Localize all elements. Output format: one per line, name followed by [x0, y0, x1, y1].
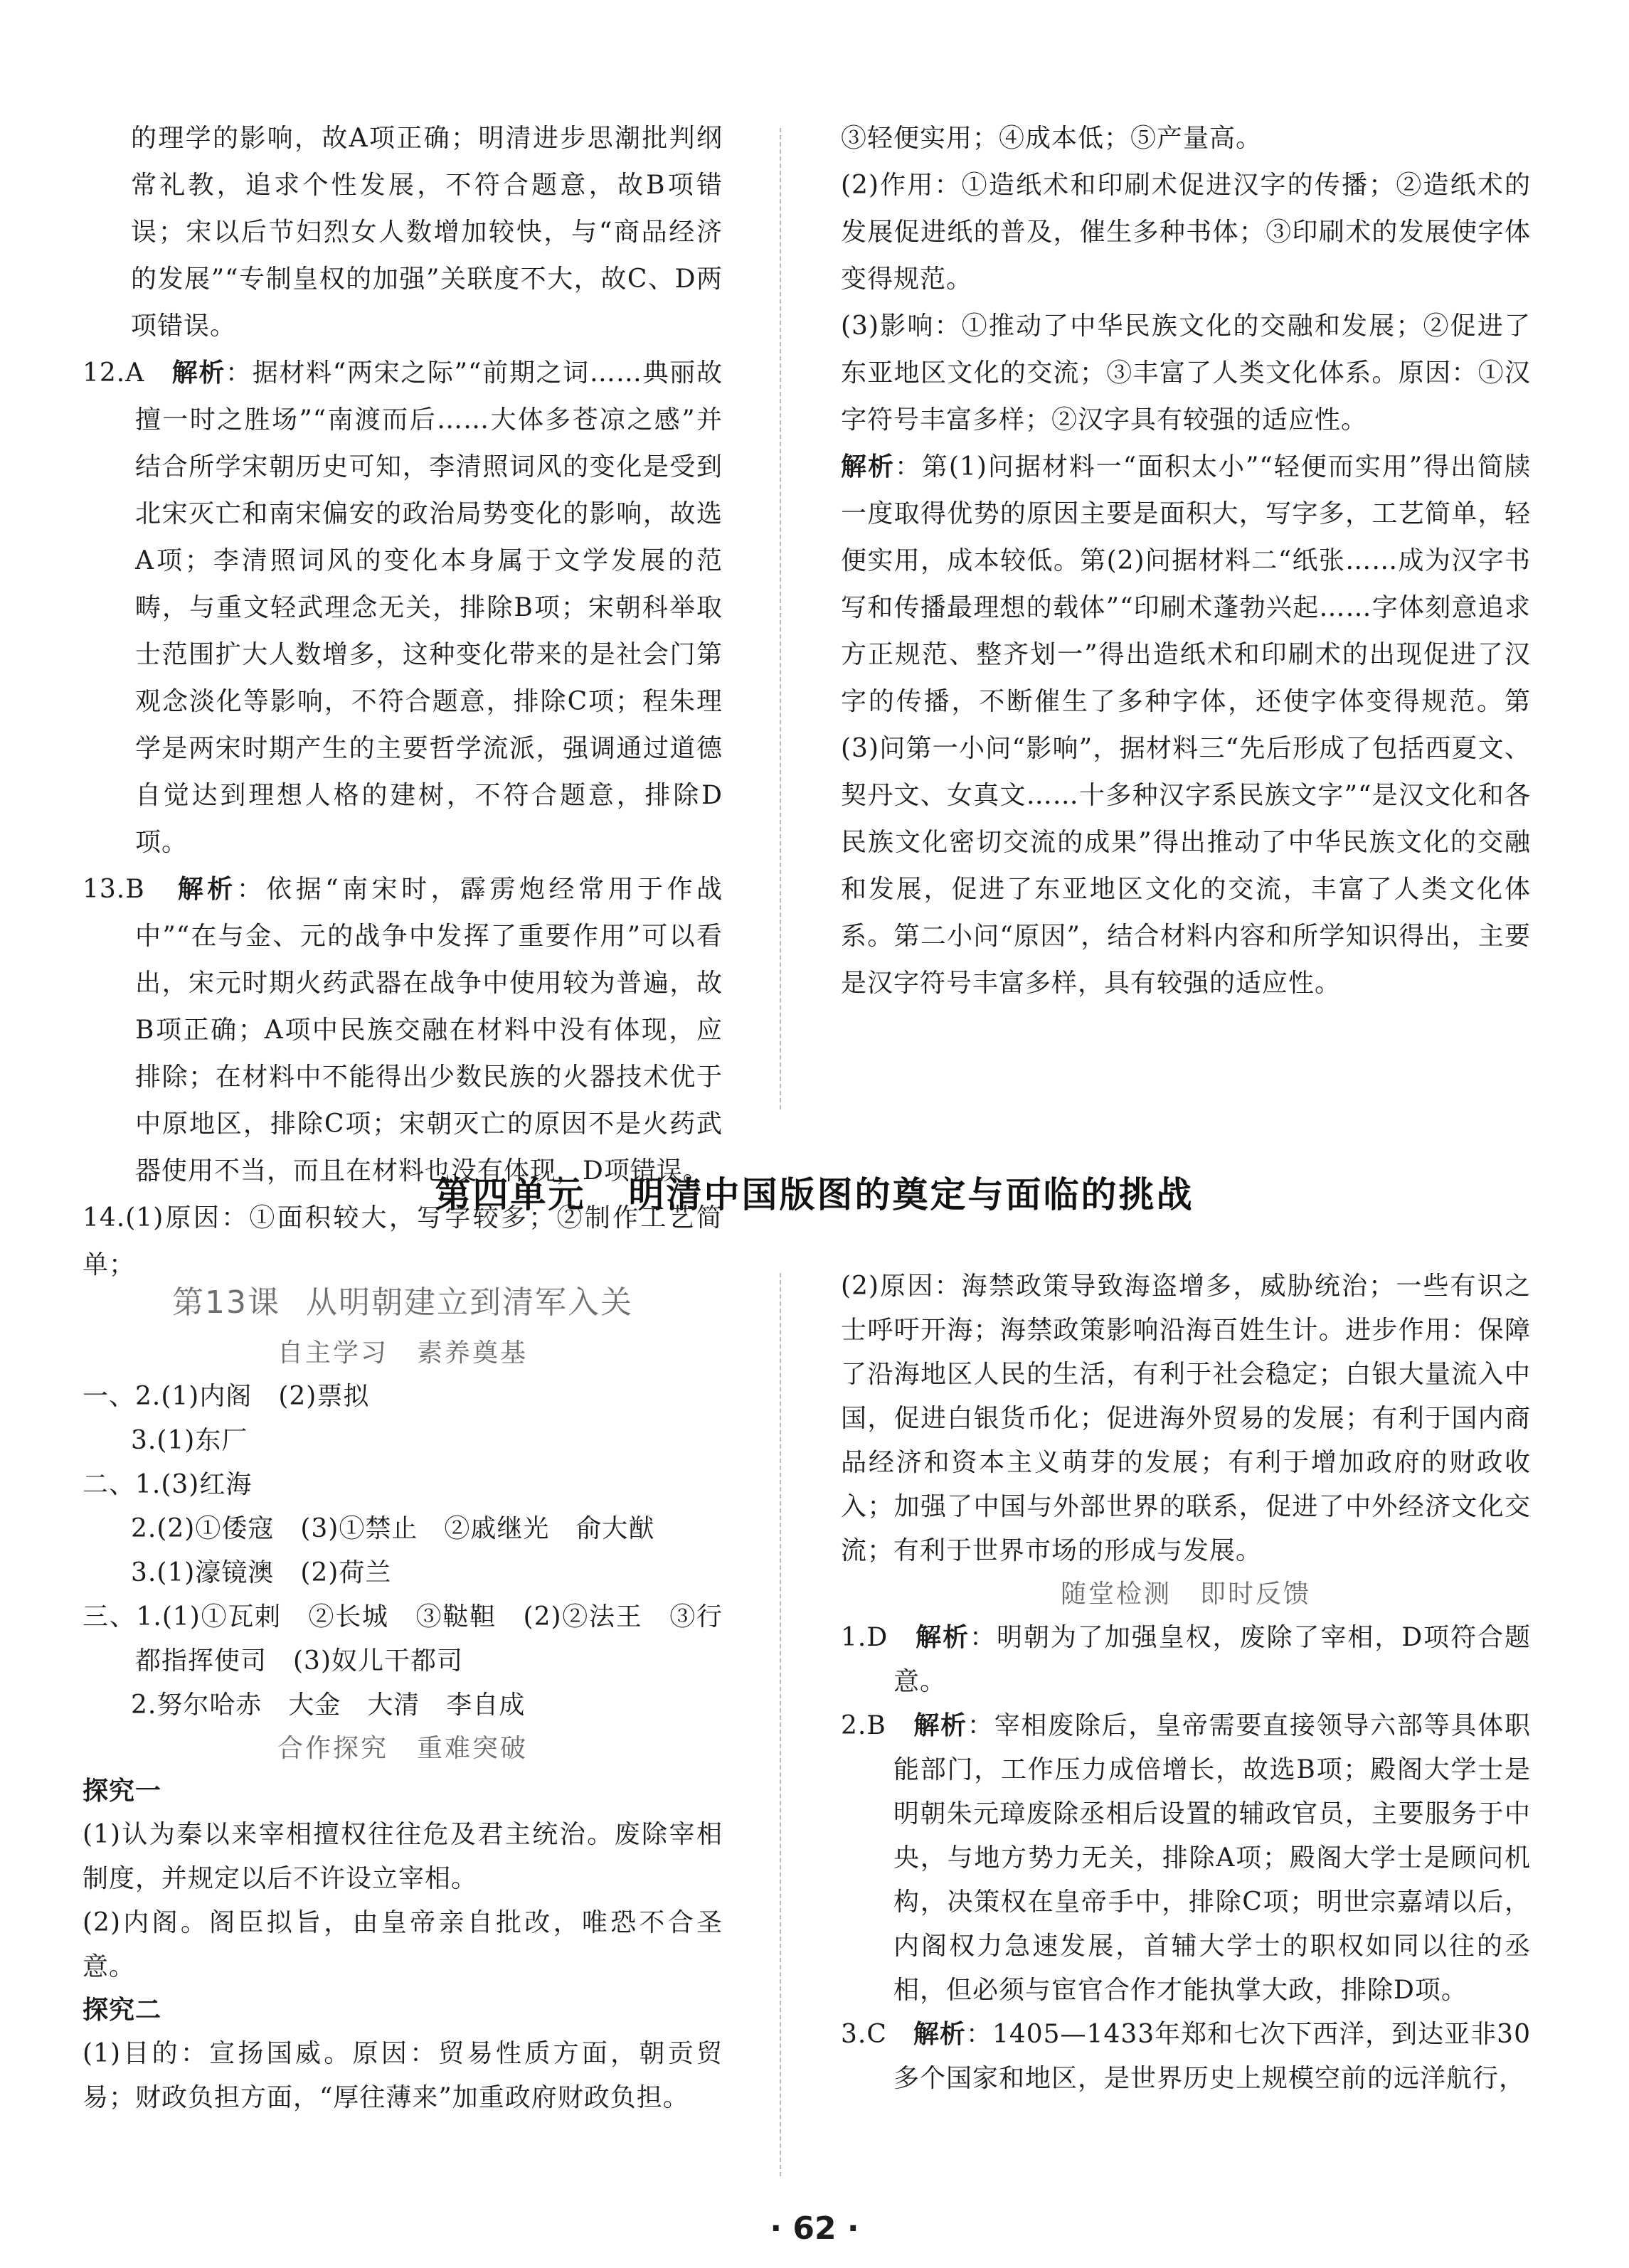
explore2-p2: (2)原因：海禁政策导致海盗增多，威胁统治；一些有识之士呼吁开海；海禁政策影响沿海百姓生计。进步作用：保障了沿海地区人民的生活，有利于社会稳定；白银大量流入中国，促进白银货币化；促进海外贸易的发展；有利于国内商品经济和资本主义萌芽的发展；有利于增加政府的财政收入；加强了中国与外部世界的联系，促进了中外经济文化交流；有利于世界市场的形成与发展。: [841, 1272, 1531, 1565]
q14-analysis: [841, 444, 1531, 1007]
check-answer-3: 3.C 解析：1405—1433年郑和七次下西洋，到达亚非30多个国家和地区，是世界历史上规模空前的远洋航行，: [841, 2020, 1531, 2093]
bottom-right-column: [841, 1265, 1531, 2101]
q13-number: 13.B: [83, 875, 145, 904]
q12-answer: [83, 350, 723, 866]
section-cooperation: 合作探究 重难突破: [277, 1734, 529, 1763]
q14-part2: (2)作用：①造纸术和印刷术促进汉字的传播；②造纸术的发展促进纸的普及，催生多种书体；③印刷术的发展使字体变得规范。: [841, 171, 1531, 294]
top-column-divider: [780, 128, 781, 1109]
q12-analysis-label: 解析: [171, 358, 226, 388]
check-answer-2: 2.B 解析：宰相废除后，皇帝需要直接领导六部等具体职能部门，工作压力成倍增长，故选B项；殿阁大学士是明朝朱元璋废除丞相后设置的辅政官员，主要服务于中央，与地方势力无关，排除A项；殿阁大学士是顾问机构，决策权在皇帝手中，排除C项；明世宗嘉靖以后，内阁权力急速发展，首辅大学士的职权如同以往的丞相，但必须与宦官合作才能执掌大政，排除D项。: [841, 1711, 1531, 2005]
q12-number: 12.A: [83, 358, 145, 388]
q14-line1: ③轻便实用；④成本低；⑤产量高。: [841, 124, 1263, 153]
q13-analysis-text: ：依据“南宋时，霹雳炮经常用于作战中”“在与金、元的战争中发挥了重要作用”可以看出，宋元时期火药武器在战争中使用较为普遍，故B项正确；A项中民族交融在材料中没有体现，应排除；在材料中不能得出少数民族的火器技术优于中原地区，排除C项；宋朝灭亡的原因不是火药武器使用不当，而且在材料也没有体现，D项错误。: [135, 875, 723, 1186]
self-line: 2.(2)①倭寇 (3)①禁止 ②戚继光 俞大猷: [131, 1514, 655, 1543]
unit-name: 明清中国版图的奠定与面临的挑战: [628, 1174, 1194, 1215]
self-line: 二、1.(3)红海: [83, 1470, 253, 1499]
bottom-column-divider: [780, 1273, 781, 2176]
lesson-title: [83, 1277, 723, 1322]
self-line: 三、1.(1)①瓦剌 ②长城 ③鞑靼 (2)②法王 ③行都指挥使司 (3)奴儿干都司: [83, 1602, 723, 1676]
q14-analysis-label: 解析: [841, 452, 895, 481]
q13-answer: [83, 866, 723, 1195]
explore2-p1: (1)目的：宣扬国威。原因：贸易性质方面，朝贡贸易；财政负担方面，“厚往薄来”加重政府财政负担。: [83, 2039, 723, 2112]
unit-number: 第四单元: [435, 1174, 586, 1215]
self-line: 3.(1)东厂: [131, 1426, 248, 1455]
bottom-left-column: [83, 1277, 723, 2120]
self-line: 2.努尔哈赤 大金 大清 李自成: [131, 1691, 526, 1720]
explore1-title: 探究一: [83, 1777, 162, 1806]
explore1-p2: (2)内阁。阁臣拟旨，由皇帝亲自批改，唯恐不合圣意。: [83, 1908, 723, 1981]
unit-title: [0, 1166, 1629, 1218]
self-line: 3.(1)濠镜澳 (2)荷兰: [131, 1558, 392, 1587]
section-check: 随堂检测 即时反馈: [1060, 1580, 1312, 1609]
q12-analysis-text: ：据材料“两宋之际”“前期之词……典丽故擅一时之胜场”“南渡而后……大体多苍凉之感”并结合所学宋朝历史可知，李清照词风的变化是受到北宋灭亡和南宋偏安的政治局势变化的影响，故选A项；李清照词风的变化本身属于文学发展的范畴，与重文轻武理念无关，排除B项；宋朝科举取士范围扩大人数增多，这种变化带来的是社会门第观念淡化等影响，不符合题意，排除C项；程朱理学是两宋时期产生的主要哲学流派，强调通过道德自觉达到理想人格的建树，不符合题意，排除D项。: [135, 358, 723, 857]
q14-first-line: 14.(1)原因：①面积较大，写字较多；②制作工艺简单；: [83, 1203, 723, 1279]
page-number: · 62 ·: [770, 2210, 859, 2247]
explore2-title: 探究二: [83, 1996, 162, 2025]
q14-part3: (3)影响：①推动了中华民族文化的交融和发展；②促进了东亚地区文化的交流；③丰富了人类文化体系。原因：①汉字符号丰富多样；②汉字具有较强的适应性。: [841, 312, 1531, 435]
section-self-study: 自主学习 素养奠基: [277, 1338, 529, 1368]
explore1-p1: (1)认为秦以来宰相擅权往往危及君主统治。废除宰相制度，并规定以后不许设立宰相。: [83, 1820, 723, 1893]
top-left-column: [83, 115, 723, 1289]
top-right-column: [841, 115, 1531, 1007]
q11-continuation: 的理学的影响，故A项正确；明清进步思潮批判纲常礼教，追求个性发展，不符合题意，故B项错误；宋以后节妇烈女人数增加较快，与“商品经济的发展”“专制皇权的加强”关联度不大，故C、D两项错误。: [131, 124, 723, 341]
check-answer-1: 1.D 解析：明朝为了加强皇权，废除了宰相，D项符合题意。: [841, 1623, 1531, 1696]
q14-analysis-text: ：第(1)问据材料一“面积太小”“轻便而实用”得出简牍一度取得优势的原因主要是面积大，写字多，工艺简单，轻便实用，成本较低。第(2)问据材料二“纸张……成为汉字书写和传播最理想的载体”“印刷术蓬勃兴起……字体刻意追求方正规范、整齐划一”得出造纸术和印刷术的出现促进了汉字的传播，不断催生了多种字体，还使字体变得规范。第(3)问第一小问“影响”，据材料三“先后形成了包括西夏文、契丹文、女真文……十多种汉字系民族文字”“是汉文化和各民族文化密切交流的成果”得出推动了中华民族文化的交融和发展，促进了东亚地区文化的交流，丰富了人类文化体系。第二小问“原因”，结合材料内容和所学知识得出，主要是汉字符号丰富多样，具有较强的适应性。: [841, 452, 1531, 998]
lesson-number: 第13课: [172, 1284, 280, 1321]
q13-analysis-label: 解析: [177, 875, 237, 904]
self-line: 一、2.(1)内阁 (2)票拟: [83, 1382, 370, 1411]
lesson-name: 从明朝建立到清军入关: [306, 1284, 633, 1321]
